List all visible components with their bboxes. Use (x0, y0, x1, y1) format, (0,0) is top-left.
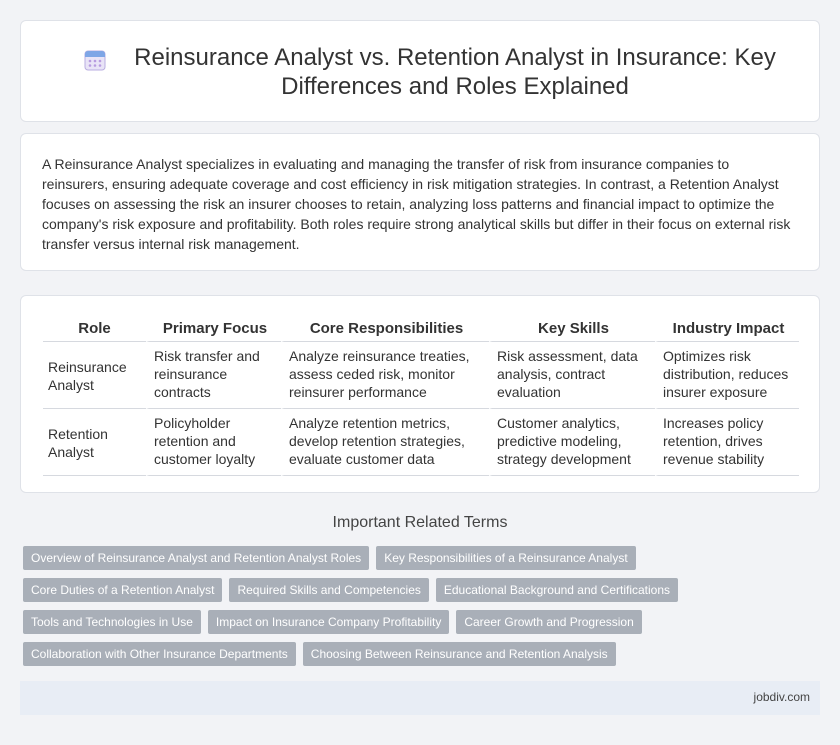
related-term-tag[interactable]: Overview of Reinsurance Analyst and Retention Analyst Roles (23, 546, 369, 570)
related-term-tag[interactable]: Key Responsibilities of a Reinsurance Analyst (376, 546, 635, 570)
intro-paragraph: A Reinsurance Analyst specializes in evaluating and managing the transfer of risk from insurance companies to reinsurers, ensuring adequate coverage and cost efficiency in risk mitigation strategies. In contrast, a Retention Analyst focuses on assessing the risk an insurer chooses to retain, analyzing loss patterns and financial impact to optimize the company's risk exposure and profitability. Both roles require strong analytical skills but differ in their focus on external risk transfer versus internal risk management. (42, 156, 791, 252)
cell-role: Retention Analyst (43, 409, 146, 476)
cell-core-responsibilities: Analyze retention metrics, develop retention strategies, evaluate customer data (281, 409, 489, 476)
cell-primary-focus: Risk transfer and reinsurance contracts (146, 342, 281, 409)
header-primary-focus: Primary Focus (146, 314, 281, 342)
cell-key-skills: Risk assessment, data analysis, contract evaluation (489, 342, 655, 409)
footer (20, 681, 820, 715)
related-term-tag[interactable]: Core Duties of a Retention Analyst (23, 578, 222, 602)
table-row (43, 409, 799, 476)
related-term-tag[interactable]: Choosing Between Reinsurance and Retention Analysis (303, 642, 616, 666)
related-term-tag[interactable]: Tools and Technologies in Use (23, 610, 201, 634)
cell-core-responsibilities: Analyze reinsurance treaties, assess ceded risk, monitor reinsurer performance (281, 342, 489, 409)
comparison-table-card (20, 295, 820, 493)
header-core-responsibilities: Core Responsibilities (281, 314, 489, 342)
related-term-tag[interactable]: Collaboration with Other Insurance Departments (23, 642, 296, 666)
cell-industry-impact: Optimizes risk distribution, reduces insurer exposure (655, 342, 799, 409)
table-row (43, 342, 799, 409)
footer-site-link[interactable]: jobdiv.com (753, 690, 810, 704)
related-term-tag[interactable]: Required Skills and Competencies (229, 578, 428, 602)
header-card (20, 20, 820, 122)
cell-primary-focus: Policyholder retention and customer loyalty (146, 409, 281, 476)
cell-industry-impact: Increases policy retention, drives revenue stability (655, 409, 799, 476)
cell-role: Reinsurance Analyst (43, 342, 146, 409)
related-term-tag[interactable]: Educational Background and Certifications (436, 578, 678, 602)
intro-card (20, 133, 820, 271)
comparison-table (43, 314, 799, 476)
related-term-tag[interactable]: Career Growth and Progression (456, 610, 641, 634)
related-terms-title: Important Related Terms (332, 514, 508, 531)
header-role: Role (43, 314, 146, 342)
header-key-skills: Key Skills (489, 314, 655, 342)
header-industry-impact: Industry Impact (655, 314, 799, 342)
cell-key-skills: Customer analytics, predictive modeling, strategy development (489, 409, 655, 476)
related-terms-list (23, 546, 823, 674)
table-header-row (43, 314, 799, 342)
related-term-tag[interactable]: Impact on Insurance Company Profitability (208, 610, 449, 634)
page-title: Reinsurance Analyst vs. Retention Analyst in Insurance: Key Differences and Roles Explained (134, 44, 776, 100)
